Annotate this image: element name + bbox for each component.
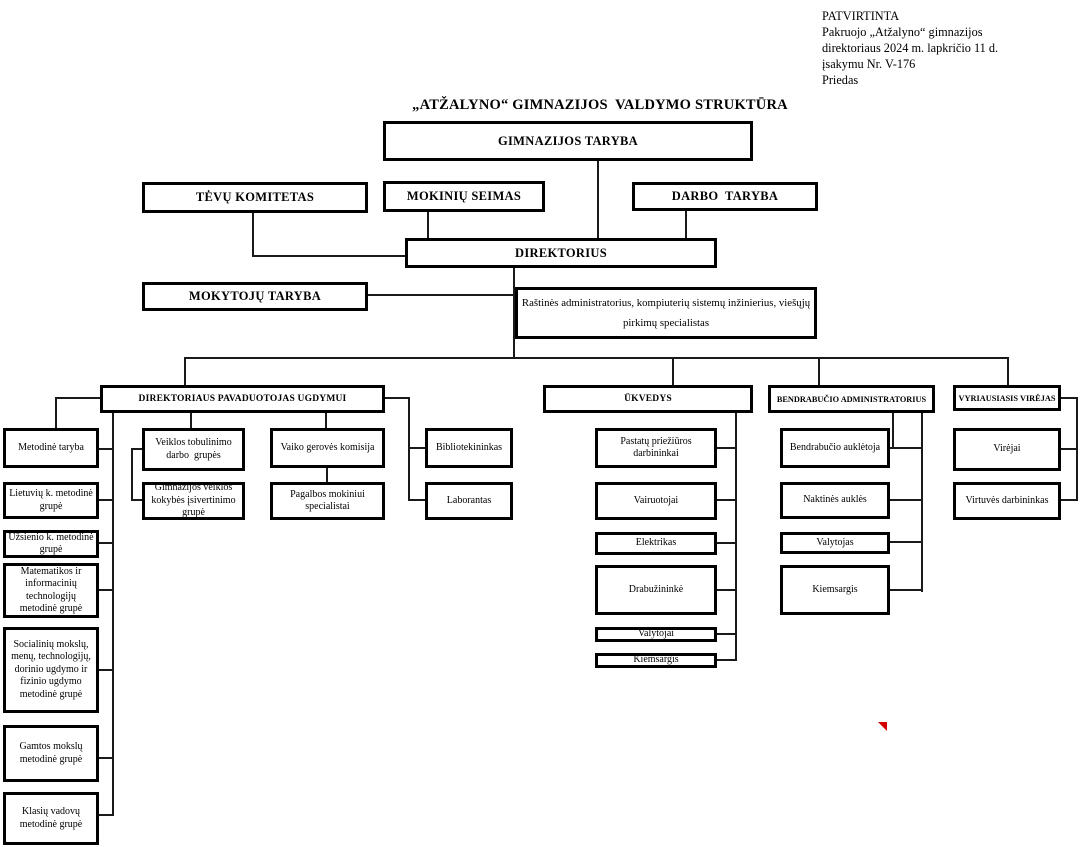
approval-line: Priedas <box>822 73 859 87</box>
org-box-label: Veiklos tobulinimo darbo grupės <box>155 437 235 461</box>
org-box-label: Kiemsargis <box>633 654 679 666</box>
connector-line <box>889 589 922 591</box>
connector-line <box>326 468 328 483</box>
connector-line <box>99 542 113 544</box>
connector-line <box>252 213 254 256</box>
org-box-direktorius <box>405 238 717 268</box>
org-box-label: Drabužininkė <box>628 583 684 595</box>
connector-line <box>131 448 133 501</box>
connector-line <box>889 447 922 449</box>
connector-line <box>55 397 101 399</box>
org-box-elektrikas <box>595 532 717 555</box>
org-box-vairuotojai <box>595 482 717 520</box>
org-box-gimnazijos-taryba <box>383 121 753 161</box>
org-box-gimnazijos-veiklos <box>142 482 245 520</box>
org-box-label: MOKYTOJŲ TARYBA <box>188 289 322 303</box>
org-box-pagalbos <box>270 482 385 520</box>
connector-line <box>112 413 114 816</box>
connector-line <box>716 633 736 635</box>
org-box-kiemsargis-uk <box>595 653 717 668</box>
org-box-vyriausiasis-virejas <box>953 385 1061 411</box>
connector-line <box>921 413 923 592</box>
connector-line <box>368 294 515 296</box>
approval-block <box>822 8 1084 88</box>
connector-line <box>99 814 113 816</box>
connector-line <box>1061 448 1077 450</box>
org-box-drabuzininke <box>595 565 717 615</box>
approval-line: direktoriaus 2024 m. lapkričio 11 d. <box>822 41 999 55</box>
org-box-pastatu <box>595 428 717 468</box>
connector-line <box>190 413 192 429</box>
connector-line <box>685 211 687 239</box>
org-box-label: Bibliotekininkas <box>435 441 503 453</box>
org-box-label: Elektrikas <box>635 537 677 549</box>
org-box-bibliotekininkas <box>425 428 513 468</box>
connector-line <box>716 499 736 501</box>
connector-line <box>99 757 113 759</box>
org-box-matematikos <box>3 563 99 618</box>
org-box-metodine-taryba <box>3 428 99 468</box>
org-box-darbo-taryba <box>632 182 818 211</box>
org-box-virejai <box>953 428 1061 471</box>
org-box-label: Matematikos ir informacinių technologijų metodinė grupė <box>19 565 84 614</box>
org-box-kiemsargis-bendr <box>780 565 890 615</box>
org-box-lietuviu-k <box>3 482 99 519</box>
org-box-label: Laborantas <box>446 494 492 506</box>
connector-line <box>408 499 426 501</box>
org-box-label: Virėjai <box>993 443 1021 455</box>
red-mark <box>878 722 887 731</box>
org-box-label: Klasių vadovų metodinė grupė <box>19 806 83 830</box>
connector-line <box>385 397 410 399</box>
org-box-rastine <box>515 287 817 339</box>
org-box-label: Lietuvių k. metodinė grupė <box>9 488 96 512</box>
org-box-label: Virtuvės darbininkas <box>965 494 1049 506</box>
page-title: „ATŽALYNO“ GIMNAZIJOS VALDYMO STRUKTŪRA <box>412 97 788 113</box>
connector-line <box>408 447 426 449</box>
connector-line <box>427 212 429 239</box>
org-box-label: DARBO TARYBA <box>671 189 779 203</box>
connector-line <box>735 413 737 661</box>
org-box-tevu-komitetas <box>142 182 368 213</box>
connector-line <box>597 161 599 238</box>
org-box-veiklos-tobulinimo <box>142 428 245 471</box>
org-box-label: Gamtos mokslų metodinė grupė <box>19 741 86 765</box>
connector-line <box>325 413 327 429</box>
connector-line <box>716 447 736 449</box>
connector-line <box>716 542 736 544</box>
org-box-label: Bendrabučio auklėtoja <box>789 441 881 453</box>
org-box-laborantas <box>425 482 513 520</box>
org-box-label: DIREKTORIUS <box>515 245 607 260</box>
org-box-label: DIREKTORIAUS PAVADUOTOJAS UGDYMUI <box>138 394 347 404</box>
org-box-label: Pastatų priežiūros darbininkai <box>620 435 695 459</box>
connector-line <box>408 397 410 501</box>
connector-line <box>672 357 674 385</box>
connector-line <box>99 669 113 671</box>
approval-line: Pakruojo „Atžalyno“ gimnazijos <box>822 25 983 39</box>
org-box-ukvedys <box>543 385 753 413</box>
org-box-uzsienio-k <box>3 530 99 558</box>
org-box-bendrabucio-aukletoja <box>780 428 890 468</box>
org-box-label: VYRIAUSIASIS VIRĖJAS <box>958 393 1056 403</box>
org-box-label: TĖVŲ KOMITETAS <box>195 190 315 204</box>
connector-line <box>184 357 186 385</box>
connector-line <box>99 448 113 450</box>
org-box-label: Valytojas <box>816 536 854 548</box>
org-box-virtuves-darbininkas <box>953 482 1061 520</box>
org-box-valytojas <box>780 532 890 554</box>
connector-line <box>716 589 736 591</box>
org-box-naktines-aukles <box>780 482 890 519</box>
org-box-mokiniu-seimas <box>383 181 545 212</box>
org-box-label: Vairuotojai <box>633 494 679 506</box>
connector-line <box>818 357 820 385</box>
connector-line <box>55 397 57 429</box>
org-box-label: MOKINIŲ SEIMAS <box>406 189 522 203</box>
org-box-label: Kiemsargis <box>812 583 858 595</box>
org-box-label: Raštinės administratorius, kompiuterių sistemų inžinierius, viešųjų pirkimų specialistas <box>521 296 813 329</box>
connector-line <box>99 589 113 591</box>
approval-line: PATVIRTINTA <box>822 9 900 23</box>
org-box-label: Gimnazijos veiklos kokybės įsivertinimo grupė <box>151 482 239 519</box>
approval-line: įsakymu Nr. V-176 <box>822 57 916 71</box>
org-box-mokytoju-taryba <box>142 282 368 311</box>
org-box-pavaduotojas <box>100 385 385 413</box>
connector-line <box>1061 499 1077 501</box>
connector-line <box>889 499 922 501</box>
org-box-gamtos <box>3 725 99 782</box>
connector-line <box>889 541 922 543</box>
connector-line <box>252 255 406 257</box>
org-box-label: GIMNAZIJOS TARYBA <box>498 133 638 148</box>
org-box-label: Valytojai <box>637 628 675 640</box>
connector-line <box>716 659 736 661</box>
org-box-bendrabucio-administratorius <box>768 385 935 413</box>
org-box-label: Naktinės auklės <box>803 494 867 506</box>
org-box-label: Socialinių mokslų, menų, technologijų, dorinio ugdymo ir fizinio ugdymo metodinė grupė <box>11 638 94 700</box>
connector-line <box>892 413 894 449</box>
connector-line <box>184 357 1009 359</box>
org-box-label: Vaiko gerovės komisija <box>280 441 375 453</box>
org-box-label: ŪKVEDYS <box>624 394 672 404</box>
org-box-label: Pagalbos mokiniui specialistai <box>290 488 368 512</box>
org-box-valytojai <box>595 627 717 642</box>
org-box-socialiniu <box>3 627 99 713</box>
org-box-label: BENDRABUČIO ADMINISTRATORIUS <box>776 394 927 404</box>
org-box-vaiko-geroves <box>270 428 385 468</box>
connector-line <box>1007 357 1009 385</box>
connector-line <box>99 499 113 501</box>
org-box-label: Metodinė taryba <box>18 441 84 453</box>
org-box-label: Užsienio k. metodinė grupė <box>8 531 97 555</box>
org-box-klasiu-vadovu <box>3 792 99 845</box>
